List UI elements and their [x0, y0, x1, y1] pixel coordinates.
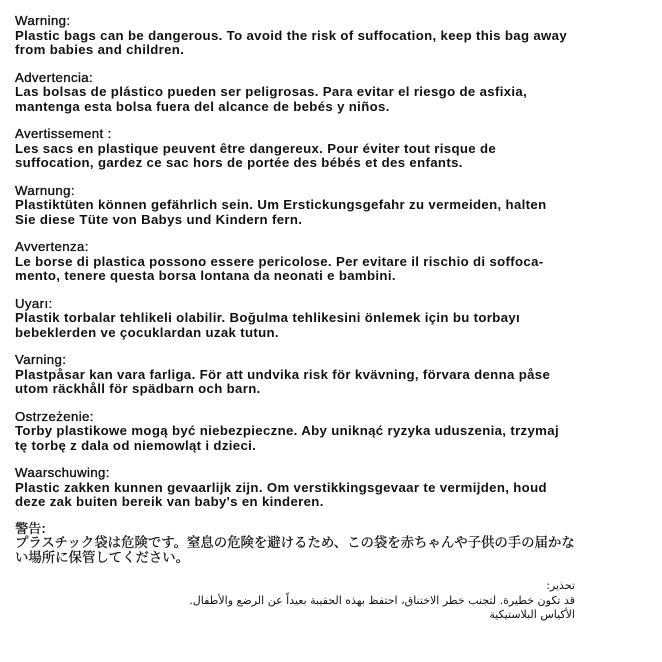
- warning-heading-dutch: Waarschuwing:: [15, 465, 110, 480]
- warning-text-german: Plastiktüten können gefährlich sein. Um Erstickungsgefahr zu vermeiden, halten Sie diese Tüte von Babys und Kindern fern.: [15, 197, 547, 227]
- warning-heading-german: Warnung:: [15, 182, 75, 198]
- warning-text-turkish: Plastik torbalar tehlikeli olabilir. Boğulma tehlikesini önlemek için bu torbayı bebeklerden ve çocuklardan uzak tutun.: [15, 310, 521, 340]
- warning-text-polish: Torby plastikowe mogą być niebezpieczne. Aby uniknąć ryzyka uduszenia, trzymaj tę torbę z dala od niemowląt i dzieci.: [15, 423, 559, 453]
- warning-text-japanese: プラスチック袋は危険です。窒息の危険を避けるため、この袋を赤ちゃんや子供の手の届かな い場所に保管してください。: [15, 536, 575, 566]
- warning-heading-italian: Avvertenza:: [15, 239, 89, 254]
- warning-heading-english: Warning:: [15, 13, 71, 28]
- warning-heading-polish: Ostrzeżenie:: [15, 408, 94, 424]
- warning-text-dutch: Plastic zakken kunnen gevaarlijk zijn. Om verstikkingsgevaar te vermijden, houd deze zak buiten bereik van baby's en kinderen.: [15, 479, 547, 509]
- warning-block-turkish: [15, 297, 649, 341]
- warning-heading-arabic: تحذير:: [546, 579, 575, 592]
- warning-label-document: [15, 14, 649, 635]
- warning-block-italian: [15, 240, 649, 284]
- warning-block-polish: [15, 410, 649, 454]
- warning-text-italian: Le borse di plastica possono essere pericolose. Per evitare il rischio di soffoca- mento, tenere questa borsa lontana da neonati e bambini.: [15, 253, 544, 283]
- warning-block-spanish: [15, 71, 649, 115]
- warning-block-french: [15, 127, 649, 171]
- warning-text-swedish: Plastpåsar kan vara farliga. För att undvika risk för kvävning, förvara denna påse utom räckhåll för spädbarn och barn.: [15, 366, 551, 396]
- warning-text-french: Les sacs en plastique peuvent être dangereux. Pour éviter tout risque de suffocation, gardez ce sac hors de portée des bébés et des enfants.: [15, 140, 497, 170]
- warning-block-japanese: [15, 523, 649, 567]
- warning-text-arabic: قد تكون خطيرة. لتجنب خطر الاختناق، احتفظ بهذه الحقيبة بعيداً عن الرضع والأطفال. الأكياس البلاستيكية: [189, 593, 575, 621]
- warning-heading-spanish: Advertencia:: [15, 69, 94, 85]
- warning-text-english: Plastic bags can be dangerous. To avoid the risk of suffocation, keep this bag away from babies and children.: [15, 27, 568, 57]
- warning-block-dutch: [15, 466, 649, 510]
- warning-block-arabic: [15, 579, 575, 622]
- warning-heading-japanese: 警告:: [15, 521, 46, 537]
- warning-heading-turkish: Uyarı:: [15, 295, 53, 311]
- warning-text-spanish: Las bolsas de plástico pueden ser peligrosas. Para evitar el riesgo de asfixia, mantenga esta bolsa fuera del alcance de bebés y niños.: [15, 84, 528, 114]
- warning-block-swedish: [15, 353, 649, 397]
- warning-block-german: [15, 184, 649, 228]
- warning-heading-swedish: Varning:: [15, 352, 67, 367]
- warning-heading-french: Avertissement :: [15, 126, 112, 141]
- warning-block-english: [15, 14, 649, 58]
